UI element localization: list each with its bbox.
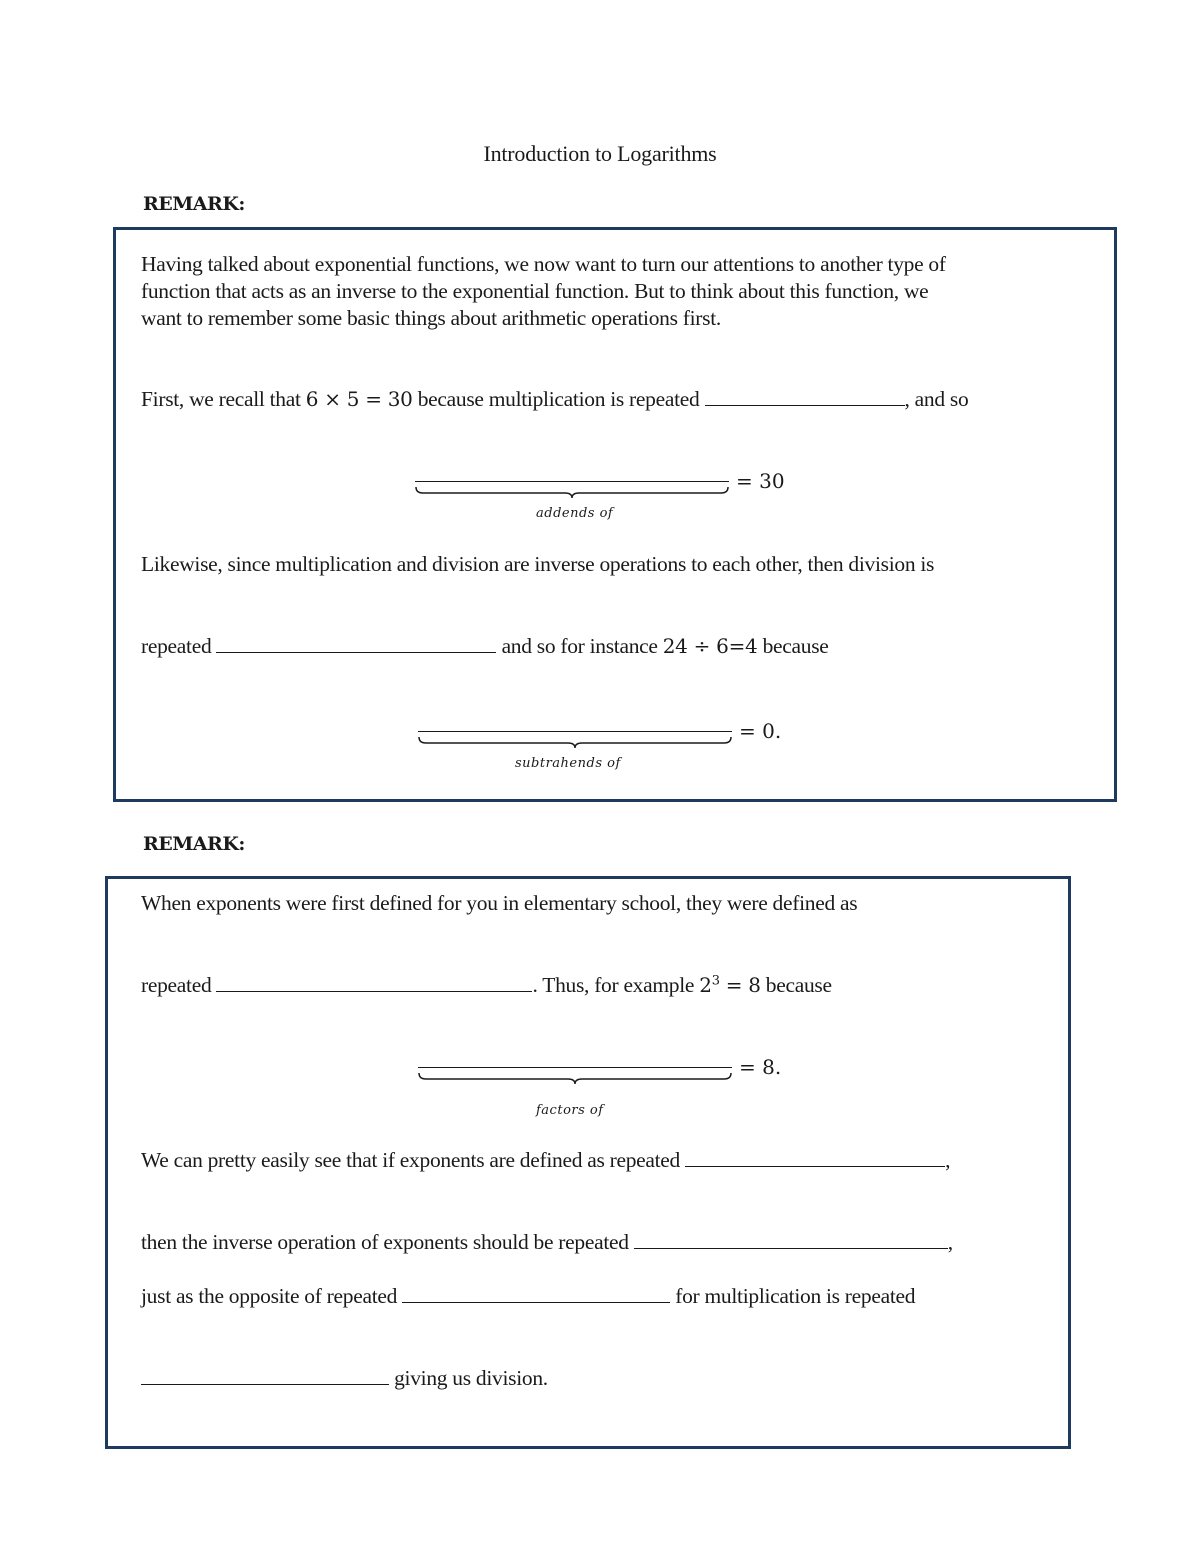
opposite-line: just as the opposite of repeated for multiplication is repeated — [141, 1284, 916, 1308]
addends-label: addends of — [536, 506, 614, 521]
first-recall-math: 6 × 5 = 30 — [305, 387, 413, 411]
equation-0: = 0. — [739, 719, 782, 743]
exponent-definition-line: We can pretty easily see that if exponents are defined as repeated , — [141, 1148, 951, 1172]
likewise-line: Likewise, since multiplication and division are inverse operations to each other, then division is — [141, 552, 935, 576]
division-line: giving us division. — [141, 1366, 548, 1391]
first-recall-line: First, we recall that 6 × 5 = 30 because multiplication is repeated , and so — [141, 387, 969, 411]
intro-line-2: function that acts as an inverse to the exponential function. But to think about this function, we — [141, 279, 929, 303]
underbrace-addends[interactable] — [415, 481, 729, 495]
blank-subtraction[interactable] — [216, 634, 496, 653]
blank-division[interactable] — [141, 1366, 389, 1385]
blank-addition[interactable] — [705, 387, 905, 406]
division-math: 24 ÷ 6=4 — [662, 634, 758, 658]
underbrace-factors[interactable] — [418, 1067, 732, 1081]
factors-label: factors of — [536, 1103, 604, 1118]
remark-heading-1: REMARK: — [143, 193, 245, 215]
when-line: When exponents were first defined for you in elementary school, they were defined as — [141, 891, 858, 915]
remark-heading-2: REMARK: — [143, 833, 245, 855]
blank-exponent-definition[interactable] — [685, 1148, 945, 1167]
inverse-operation-line: then the inverse operation of exponents should be repeated , — [141, 1230, 953, 1254]
repeated-division-line: repeated and so for instance 24 ÷ 6=4 because — [141, 634, 829, 658]
page-title: Introduction to Logarithms — [483, 141, 717, 166]
subtrahends-label: subtrahends of — [515, 756, 621, 771]
underbrace-subtrahends[interactable] — [418, 731, 732, 745]
intro-line-1: Having talked about exponential functions, we now want to turn our attentions to another type of — [141, 252, 946, 276]
equation-8: = 8. — [739, 1055, 782, 1079]
blank-inverse-operation[interactable] — [634, 1230, 948, 1249]
equation-30: = 30 — [736, 469, 785, 493]
intro-line-3: want to remember some basic things about arithmetic operations first. — [141, 306, 721, 330]
exponent-math: $2^3 = 8$ — [699, 973, 761, 997]
repeated-exponent-line: repeated . Thus, for example $2^3 = 8$ because — [141, 973, 832, 997]
blank-opposite[interactable] — [402, 1284, 670, 1303]
blank-multiplication[interactable] — [216, 973, 532, 992]
